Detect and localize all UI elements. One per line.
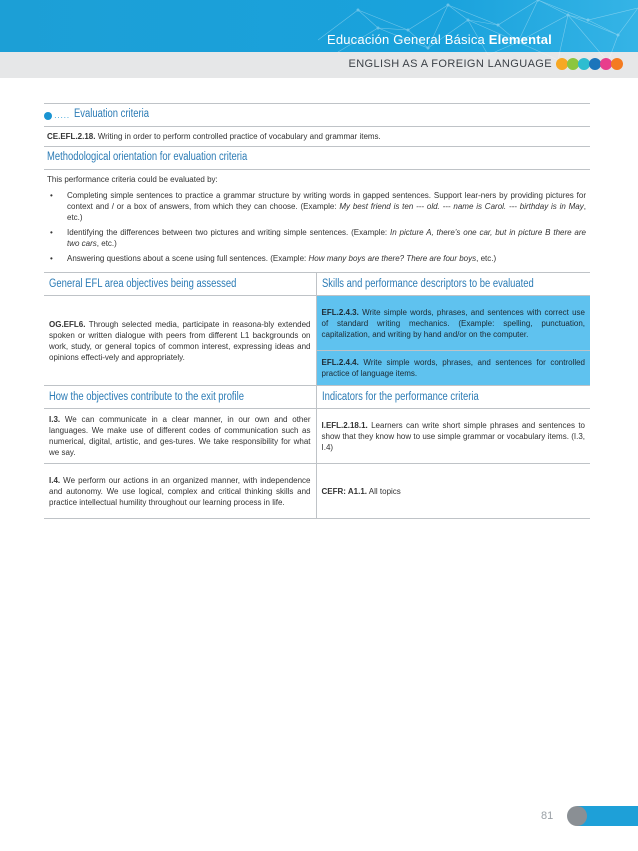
- cefr-cell: [316, 464, 590, 519]
- skills-heading: Skills and performance descriptors to be evaluated: [321, 277, 534, 290]
- skills-heading-cell: [316, 273, 590, 296]
- item-example: In picture A, there’s one car, but in picture B there are two cars: [67, 228, 586, 248]
- indicators-heading: Indicators for the performance criteria: [321, 390, 479, 403]
- criterion-code: CE.EFL.2.18.: [47, 132, 96, 141]
- objectives-table: [44, 273, 590, 519]
- objective-code: OG.EFL6.: [49, 319, 86, 329]
- methodological-orientation-heading: Methodological orientation for evaluation criteria: [47, 151, 248, 163]
- evaluation-criteria-heading: Evaluation criteria: [74, 108, 149, 120]
- objective-text: Through selected media, participate in reasona-bly extended spoken or written dialogue with peers from different L1 backgrounds on work, study, or general topics of common interest, expressing ideas and opinions effecti-vely and appropriately.: [49, 319, 311, 362]
- item-text-end: , etc.): [67, 202, 586, 222]
- banner-title-bold: Elemental: [488, 32, 552, 47]
- item-text: Answering questions about a scene using full sentences. (Example:: [67, 254, 309, 263]
- skill-text: Write simple words, phrases, and sentences with correct use of standard writing mechanics. (Example: spelling, punctuation, capitalization, and writing by hand and/or on the computer.: [321, 307, 585, 339]
- color-dot: [611, 58, 623, 70]
- table-row: [44, 296, 590, 351]
- methodological-orientation-header: [44, 147, 590, 170]
- exit-profile-heading: How the objectives contribute to the exit profile: [49, 390, 244, 403]
- cefr-text: All topics: [368, 486, 401, 496]
- page-number: 81: [541, 810, 554, 822]
- indicator-code: I.EFL.2.18.1.: [321, 420, 368, 430]
- skill-cell: [316, 351, 590, 386]
- item-example: My best friend is ten --- old. --- name is Carol. --- birthday is in May: [339, 202, 584, 211]
- criteria-content: [44, 103, 590, 519]
- table-header-row: [44, 386, 590, 409]
- banner-title-regular: Educación General Básica: [326, 32, 485, 47]
- dotted-leader-icon: ·····: [54, 113, 70, 122]
- list-item: [47, 253, 586, 264]
- evaluation-criterion: [44, 127, 590, 147]
- profile-text: We can communicate in a clear manner, in our own and other languages. We make use of different codes of communication such as numerical, digital, artistic, and ges-tures. We take responsibility for what we say.: [49, 415, 311, 457]
- list-item: [47, 190, 586, 223]
- criterion-text: Writing in order to perform controlled practice of vocabulary and grammar items.: [97, 132, 381, 141]
- banner-title: [327, 32, 552, 47]
- profile-text: We perform our actions in an organized manner, with independence and autonomy. We use logical, complex and critical thinking skills and practice intellectual humility throughout our learning process in life.: [49, 475, 311, 507]
- list-item: [47, 227, 586, 249]
- profile-cell: [44, 464, 316, 519]
- banner-subtitle: ENGLISH AS A FOREIGN LANGUAGE: [348, 58, 552, 70]
- header-banner: [0, 0, 638, 78]
- exit-profile-heading-cell: [44, 386, 316, 409]
- evaluation-criteria-header: [44, 104, 590, 127]
- skill-cell: [316, 296, 590, 351]
- indicator-text: Learners can write short simple phrases and sentences to show that they know how to use simple grammar or vocabulary items. (I.3, I.4): [321, 420, 585, 452]
- objective-cell: [44, 296, 316, 386]
- item-text: Completing simple sentences to practice a grammar structure by writing words in gapped sentences. Support lear-ners by providing pictures for context and / or a box of answers, from which they can choose. (Example:: [67, 191, 586, 211]
- objectives-heading-cell: [44, 273, 316, 296]
- table-row: [44, 464, 590, 519]
- table-header-row: [44, 273, 590, 296]
- item-text-end: , etc.): [476, 254, 497, 263]
- cefr-code: CEFR: A1.1.: [321, 486, 367, 496]
- skill-text: Write simple words, phrases, and sentences for controlled practice of language items.: [321, 358, 585, 378]
- page-tab-graphic: [567, 806, 638, 826]
- item-text: Identifying the differences between two pictures and writing simple sentences. (Example:: [67, 228, 391, 237]
- objectives-heading: General EFL area objectives being assessed: [49, 277, 237, 290]
- indicator-cell: [316, 409, 590, 464]
- methodology-intro: This performance criteria could be evaluated by:: [47, 175, 218, 184]
- profile-cell: [44, 409, 316, 464]
- table-row: [44, 409, 590, 464]
- item-text-end: , etc.): [96, 239, 117, 248]
- methodology-list: [47, 190, 586, 264]
- indicators-heading-cell: [316, 386, 590, 409]
- skill-code: EFL.2.4.3.: [321, 307, 359, 317]
- skill-code: EFL.2.4.4.: [321, 358, 359, 367]
- bullet-icon: [44, 112, 52, 120]
- item-example: How many boys are there? There are four boys: [308, 254, 477, 263]
- profile-code: I.4.: [49, 475, 61, 485]
- profile-code: I.3.: [49, 415, 61, 424]
- methodological-orientation-body: [44, 170, 590, 273]
